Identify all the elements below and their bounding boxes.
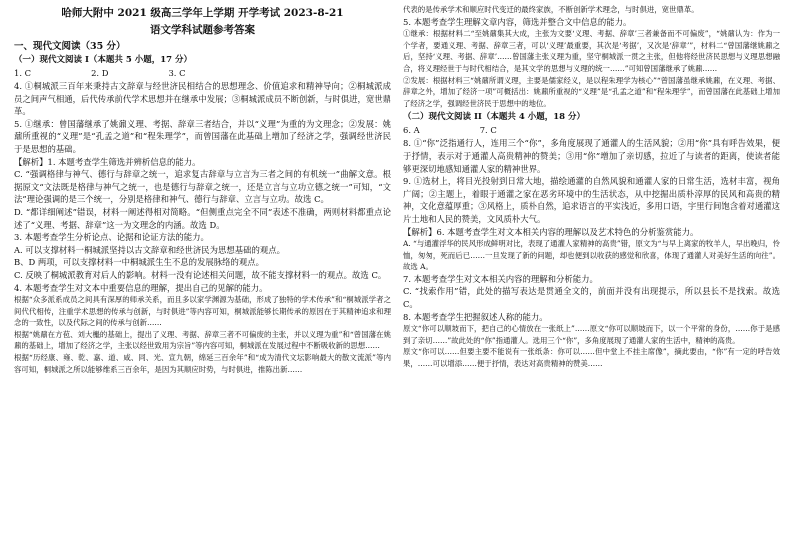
page-subtitle: 语文学科试题参考答案 [150, 24, 255, 36]
analysis-8-para-2: 原文“你可以……但要主要不能说有一张纸条：你可以……但中堂上不挂主席像”，摘此要由，“你”有一定的呼告效果，……可以增添……便于抒情，表达对高贵精神的赞美…… [403, 347, 780, 369]
analysis-7-para: C. “找索作用”错，此处的描写表达是贯通全文的，前面并没有出现提示，所以县长不是找索。故选 C。 [403, 286, 780, 310]
analysis-heading-2: 【解析】6. 本题考查学生对文本相关内容的理解以及艺术特色的分析鉴赏能力。 [403, 226, 699, 237]
right-column [403, 4, 780, 560]
answer-8: 8. ①“你”泛指通行人，连用三个“你”，多角度展现了通灌人的生活风貌；②用“你”具有呼告效果，便于抒情，表示对于通灌人高贵精神的赞美；③用“你”增加了亲切感，拉近了与读者的距离，使读者能够更深切地感知通灌人家的精神世界。 [403, 138, 780, 174]
analysis-7: 7. 本题考查学生对文本相关内容的理解和分析能力。 [403, 273, 598, 284]
answer-5: 5. ①继承：曾国藩继承了姚鼐义理、考据、辞章三者结合，并以“义理”为重的为文理念；②发展：姚鼐所重视的“义理”是“孔孟之道”和“程朱理学”，而曾国藩在此基础上增加了经济之学，强调经世济民于是思想的基础。 [14, 118, 391, 154]
analysis-4-para-2: 根据“姚鼐在方苞、刘大櫆的基础上，提出了义理、考据、辞章三者不可偏废的主张，并以义理为重”和“曾国藩在姚鼐的基础上，增加了经济之学，主张以经世致用为宗旨”等内容可知，桐城派在发展过程中不断吸收新的思想…… [14, 329, 391, 351]
analysis-4: 4. 本题考查学生对文本中重要信息的理解，提出自己的见解的能力。 [14, 282, 268, 293]
mc-answers-2 [403, 124, 780, 137]
analysis-4-para-3: 根据“历经康、雍、乾、嘉、道、咸、同、光、宣九朝，绵延三百余年”和“成为清代文坛影响最大的散文流派”等内容可知，桐城派之所以能够维系三百余年，是因为其顺应时势，与时俱进，推陈出新…… [14, 353, 391, 374]
analysis-5-para-1: ①继承：根据材料二“至姚鼐集其大成，主张为文要‘义理、考据、辞章’三者兼备而不可偏废”，“姚鼐认为：作为一个学者，要通义理、考据、辞章三者，可以‘义理’最重要，其次是‘考据’，又次是‘辞章’”，材料二“曾国藩继姚鼐之后，坚持‘义理、考据、辞章’……曾国藩主张义理为重，坚守桐城派一贯之主张，但他将经世济民思想与义理思想融合，将义理经世于与时代相结合，是其文学的思想与义理的统一……”可知曾国藩继承了姚鼐…… [403, 29, 780, 73]
analysis-6: A. “与通灌浮华的民风形成鲜明对比，表现了通灌人家精神的高贵”错，原文为“与早上离家的牧羊人，早出晚归，怜恤，匆匆，死而后已……一旦发现了新的问题，却也便到以收获的感觉和欣喜，体现了通灌人对美好生活的向往”。故选 A。 [403, 239, 780, 272]
continued-text: 代表的是传承学术和顺应时代变迁的最终家族，不断创新学术理念，与时俱进，宽世鼎革。 [403, 5, 699, 14]
answer-3: 3. C [168, 68, 186, 78]
answer-1: 1. C [14, 68, 32, 78]
answer-9: 9. ①选材上，将目光投射到日常大地，描绘通灌的自然风貌和通灌人家的日常生活，选材丰富，视角广阔；②主题上，着眼于通灌之家在恶劣环境中的生活状态，从中挖掘出质朴淳厚的民风和高贵的精神，文化意蕴厚重；③风格上，质朴自然，追求语言的平实浅近，多用口语，宇里行间饱含着对通灌这片土地和人民的赞美，文风质朴大气。 [403, 176, 780, 224]
analysis-4-para-1: 根据“众多派系成员之间具有深厚的师承关系，而且多以家学渊源为基础，形成了独特的学术传承”和“桐城派学者之间代代相传，注重学术思想的传承与创新，与时俱进”等内容可知，桐城派能够长期传承的原因在于其精神追求和理念的一致性，以及代际之间的传承与创新…… [14, 295, 391, 328]
analysis-3: 3. 本题考查学生分析论点、论据和论证方法的能力。 [14, 232, 209, 243]
analysis-8: 8. 本题考查学生把握叙述人称的能力。 [403, 311, 548, 322]
answer-2: 2. D [91, 68, 109, 78]
section-heading-1: 一、现代文阅读（35 分） [14, 41, 126, 52]
analysis-5: 5. 本题考查学生理解文章内容，筛选并整合文中信息的能力。 [403, 16, 632, 27]
subsection-heading-2: （二）现代文阅读 II（本题共 4 小题，18 分） [403, 112, 586, 123]
analysis-8-para-1: 原文“你可以顺坡而下，把自己的心情放在一张纸上”……原文“你可以顺坡而下，以一个平常的身份，……你于是感到了亲切……”故此处的“你”指通灌人。选用三个“你”，多角度展现了通灌人家的生活中，精神的高贵。 [403, 324, 780, 345]
answer-4: 4. ①桐城派三百年来秉持古文辞章与经世济民相结合的思想理念、价值追求和精神导向；②桐城派成员之间声气相通，后代传承前代学术思想并在继承中发展；③桐城派成员不断创新，与时俱进，宽世鼎革。 [14, 81, 391, 117]
left-column [14, 4, 391, 560]
mc-answers [14, 67, 391, 80]
analysis-3b: B、D 两项，可以支撑材料一中桐城派生生不息的发展脉络的观点。 [14, 257, 265, 268]
answer-7: 7. C [479, 125, 497, 136]
analysis-3a: A. 可以支撑材料一桐城派坚持以古文辞章和经世济民为思想基础的观点。 [14, 244, 285, 255]
analysis-3c: C. 反映了桐城派教育对后人的影响。材料一没有论述相关问题，故不能支撑材料一的观点。故选 C。 [14, 269, 387, 280]
analysis-heading: 【解析】1. 本题考查学生筛选并辨析信息的能力。 [14, 156, 201, 167]
analysis-1: C. “强调格律与神气、德行与辞章之统一，追求复古辞章与立言为三者之间的有机统一”曲解文意。根据原文“文法既是格律与神气之统一，也是德行与辞章之统一，还是立言与立功立德之统一”可知，“文法”理论强调的是三个统一，分别是格律和神气、德行与辞章、立言与立功。故选 C。 [14, 169, 391, 205]
page-title: 哈师大附中 2021 级高三学年上学期 开学考试 2023-8-21 [61, 7, 344, 19]
analysis-5-para-2: ②发展：根据材料三“姚鼐所谓义理，主要是儒家经义，是以程朱理学为核心”“曾国藩虽继承姚鼐，在义理、考据、辞章之外，增加了经济一项”可概括出：姚鼐所重视的“义理”是“孔孟之道”和“程朱理学”，而曾国藩在此基础上增加了经济之学，强调经世济民于思想中的地位。 [403, 75, 780, 108]
subsection-heading-1: （一）现代文阅读 I（本题共 5 小题，17 分） [14, 55, 193, 65]
answer-6: 6. A [403, 125, 420, 136]
analysis-2: D. “都详细阐述”错误，材料一阐述得相对简略。“但侧重点完全不同”表述不准确，两则材料都重点论述了“义理、考据、辞章”这一为文理念的内涵。故选 D。 [14, 206, 391, 230]
